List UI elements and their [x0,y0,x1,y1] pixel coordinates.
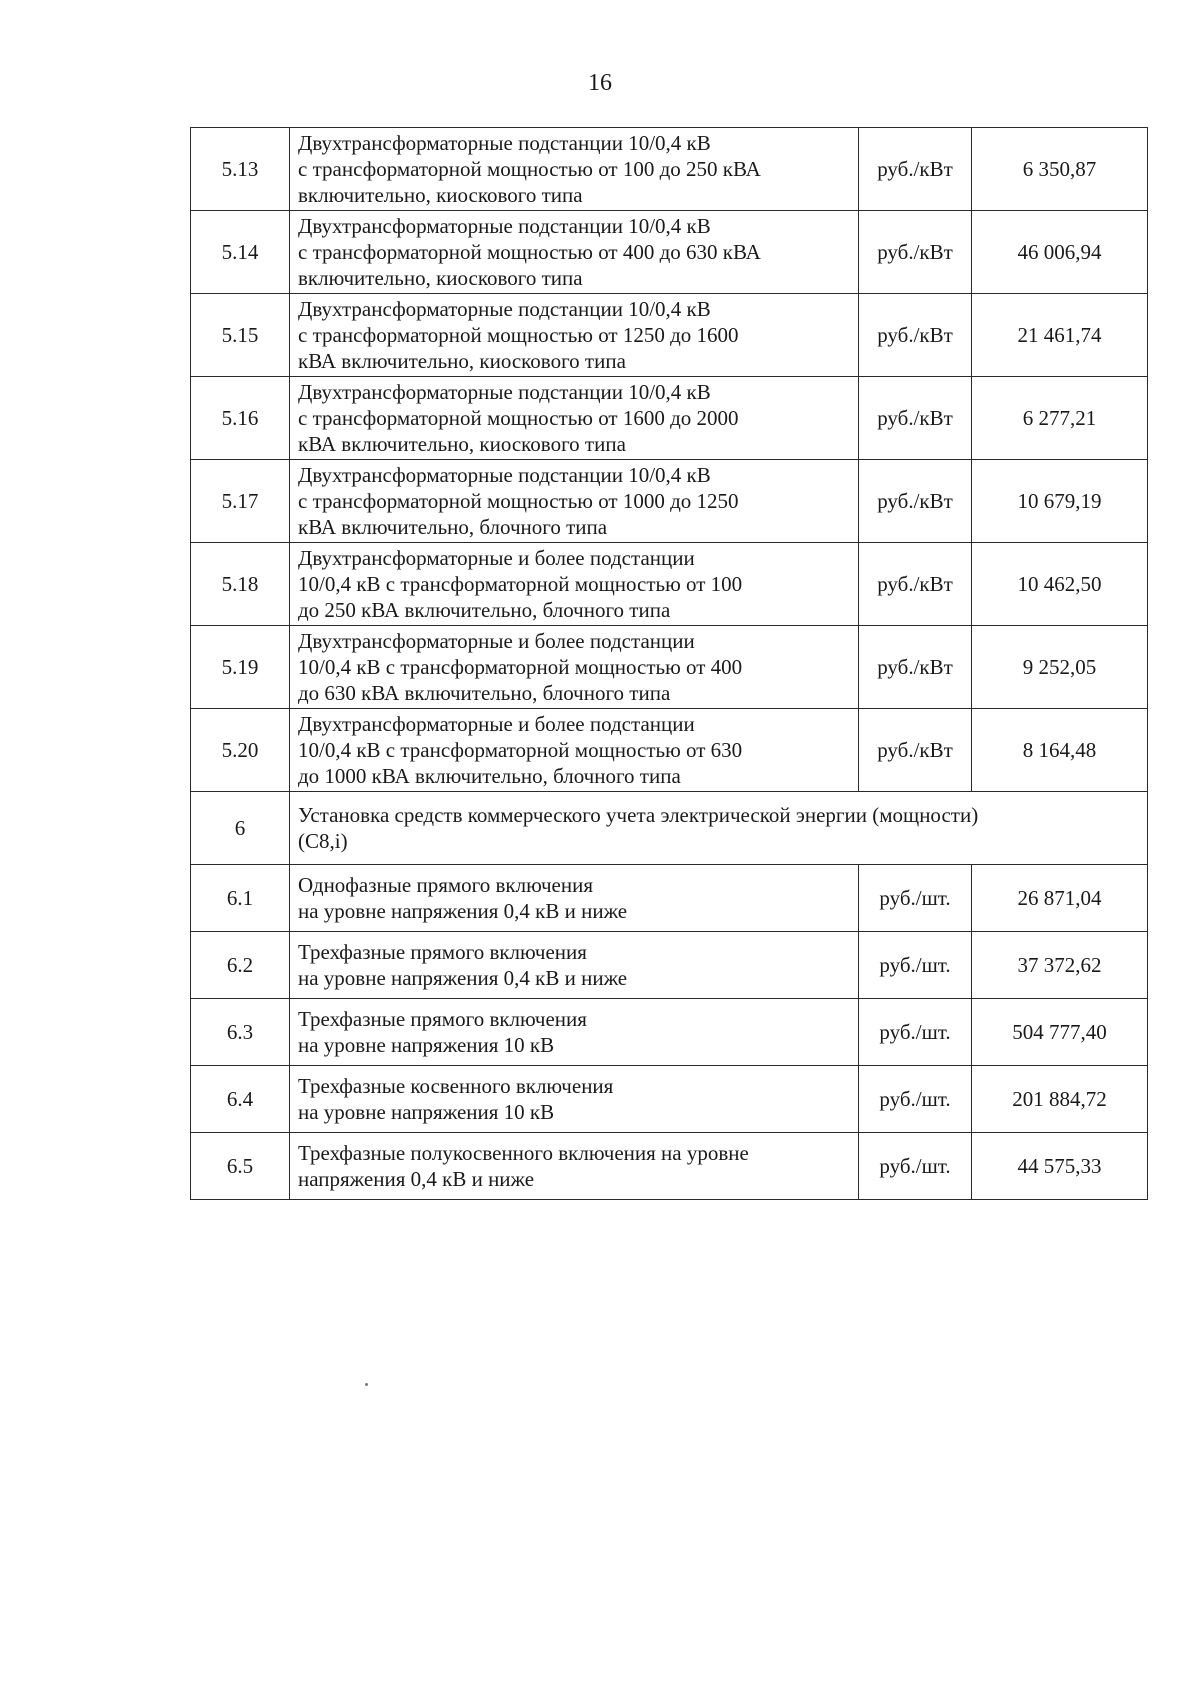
row-unit: руб./кВт [859,709,972,792]
row-price: 46 006,94 [972,211,1148,294]
table-row [191,626,1148,709]
table-row [191,1066,1148,1133]
desc-line: Однофазные прямого включения [298,873,593,897]
row-description [290,865,859,932]
desc-line: кВА включительно, киоскового типа [298,349,626,373]
table-row [191,543,1148,626]
row-number: 5.20 [191,709,290,792]
desc-line: Трехфазные прямого включения [298,940,587,964]
row-price: 6 277,21 [972,377,1148,460]
desc-line: на уровне напряжения 0,4 кВ и ниже [298,966,628,990]
desc-line: Двухтрансформаторные и более подстанции [298,712,695,736]
desc-line: с трансформаторной мощностью от 1000 до 1250 [298,489,739,513]
table-row [191,709,1148,792]
row-unit: руб./кВт [859,543,972,626]
desc-line: 10/0,4 кВ с трансформаторной мощностью от 630 [298,738,743,762]
row-description [290,932,859,999]
row-unit: руб./кВт [859,460,972,543]
desc-line: 10/0,4 кВ с трансформаторной мощностью от 100 [298,572,743,596]
desc-line: включительно, киоскового типа [298,266,583,290]
row-description [290,543,859,626]
row-description [290,626,859,709]
row-number: 5.18 [191,543,290,626]
desc-line: Трехфазные прямого включения [298,1007,587,1031]
row-price: 44 575,33 [972,1133,1148,1200]
desc-line: 10/0,4 кВ с трансформаторной мощностью от 400 [298,655,743,679]
row-description [290,294,859,377]
table-row [191,294,1148,377]
desc-line: на уровне напряжения 0,4 кВ и ниже [298,899,628,923]
desc-line: с трансформаторной мощностью от 1250 до 1600 [298,323,739,347]
row-unit: руб./шт. [859,1133,972,1200]
row-price: 37 372,62 [972,932,1148,999]
row-price: 10 679,19 [972,460,1148,543]
desc-line: Двухтрансформаторные подстанции 10/0,4 кВ [298,131,711,155]
page-number: 16 [588,70,612,96]
desc-line: на уровне напряжения 10 кВ [298,1033,555,1057]
desc-line: с трансформаторной мощностью от 400 до 630 кВА [298,240,761,264]
desc-line: Двухтрансформаторные подстанции 10/0,4 кВ [298,380,711,404]
scan-speck [365,1383,368,1386]
row-price: 6 350,87 [972,128,1148,211]
desc-line: кВА включительно, киоскового типа [298,432,626,456]
section-row [191,792,1148,865]
row-description [290,211,859,294]
row-number: 5.13 [191,128,290,211]
table-row [191,1133,1148,1200]
desc-line: с трансформаторной мощностью от 1600 до 2000 [298,406,739,430]
row-price: 504 777,40 [972,999,1148,1066]
row-price: 201 884,72 [972,1066,1148,1133]
desc-line: Установка средств коммерческого учета электрической энергии (мощности) [298,803,979,827]
row-number: 6.4 [191,1066,290,1133]
desc-line: Трехфазные косвенного включения [298,1074,614,1098]
row-unit: руб./шт. [859,865,972,932]
desc-line: напряжения 0,4 кВ и ниже [298,1167,535,1191]
row-description [290,460,859,543]
table-row [191,865,1148,932]
row-number: 6.5 [191,1133,290,1200]
table-row [191,932,1148,999]
table-row [191,460,1148,543]
row-description [290,709,859,792]
row-number: 5.15 [191,294,290,377]
row-price: 8 164,48 [972,709,1148,792]
row-description [290,1066,859,1133]
tariff-table [190,127,1148,1200]
desc-line: Двухтрансформаторные и более подстанции [298,546,695,570]
desc-line: до 250 кВА включительно, блочного типа [298,598,671,622]
row-unit: руб./кВт [859,128,972,211]
row-price: 26 871,04 [972,865,1148,932]
row-description [290,1133,859,1200]
section-title [290,792,1148,865]
row-description [290,128,859,211]
row-description [290,377,859,460]
desc-line: Двухтрансформаторные подстанции 10/0,4 кВ [298,297,711,321]
desc-line: (C8,i) [298,829,348,853]
desc-line: с трансформаторной мощностью от 100 до 250 кВА [298,157,761,181]
row-unit: руб./кВт [859,626,972,709]
row-number: 5.16 [191,377,290,460]
section-number: 6 [191,792,290,865]
row-number: 6.2 [191,932,290,999]
row-number: 6.3 [191,999,290,1066]
row-unit: руб./кВт [859,294,972,377]
table-row [191,377,1148,460]
row-number: 5.19 [191,626,290,709]
desc-line: Двухтрансформаторные подстанции 10/0,4 кВ [298,463,711,487]
row-price: 10 462,50 [972,543,1148,626]
row-unit: руб./шт. [859,999,972,1066]
desc-line: до 1000 кВА включительно, блочного типа [298,764,681,788]
row-price: 21 461,74 [972,294,1148,377]
table-row [191,128,1148,211]
table-row [191,211,1148,294]
row-unit: руб./шт. [859,1066,972,1133]
desc-line: включительно, киоскового типа [298,183,583,207]
row-number: 6.1 [191,865,290,932]
row-price: 9 252,05 [972,626,1148,709]
desc-line: на уровне напряжения 10 кВ [298,1100,555,1124]
row-unit: руб./кВт [859,377,972,460]
desc-line: кВА включительно, блочного типа [298,515,608,539]
row-unit: руб./кВт [859,211,972,294]
desc-line: до 630 кВА включительно, блочного типа [298,681,671,705]
desc-line: Двухтрансформаторные и более подстанции [298,629,695,653]
table-row [191,999,1148,1066]
row-number: 5.17 [191,460,290,543]
desc-line: Трехфазные полукосвенного включения на уровне [298,1141,749,1165]
desc-line: Двухтрансформаторные подстанции 10/0,4 кВ [298,214,711,238]
row-unit: руб./шт. [859,932,972,999]
row-description [290,999,859,1066]
row-number: 5.14 [191,211,290,294]
